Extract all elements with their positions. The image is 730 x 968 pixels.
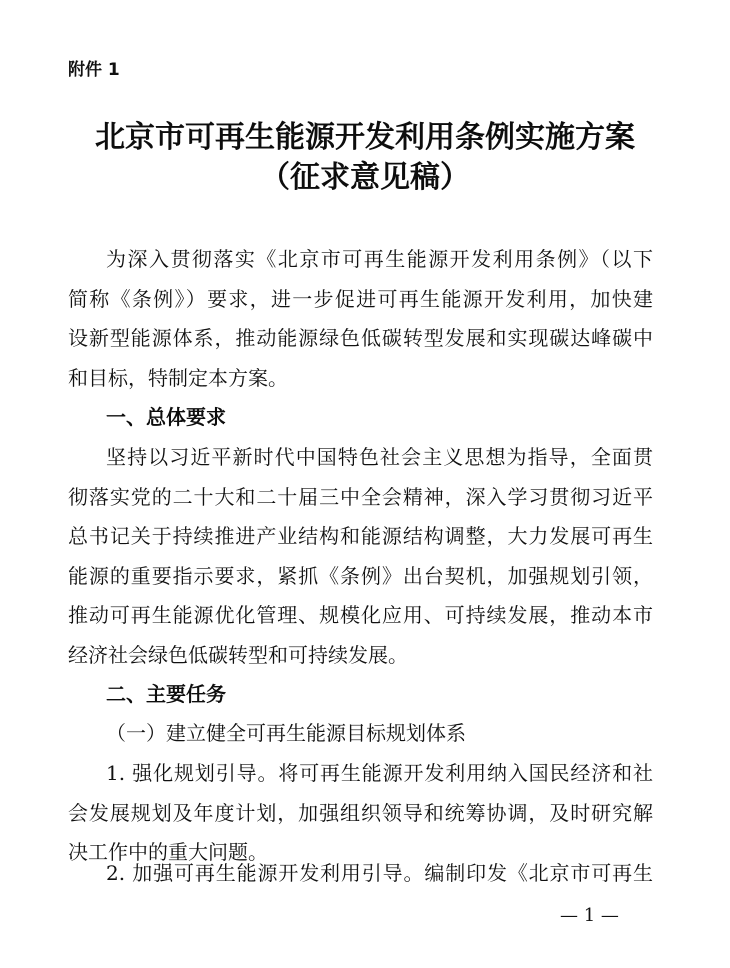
paragraph-line: 设新型能源体系，推动能源绿色低碳转型发展和实现碳达峰碳中	[68, 326, 653, 350]
paragraph-line: 经济社会绿色低碳转型和可持续发展。	[68, 643, 408, 667]
document-subtitle: （征求意见稿）	[260, 160, 470, 195]
paragraph-line: 总书记关于持续推进产业结构和能源结构调整，大力发展可再生	[68, 524, 653, 548]
document-title: 北京市可再生能源开发利用条例实施方案	[95, 120, 635, 155]
paragraph-line: 推动可再生能源优化管理、规模化应用、可持续发展，推动本市	[68, 603, 653, 627]
paragraph-line: 坚持以习近平新时代中国特色社会主义思想为指导，全面贯	[106, 445, 653, 469]
paragraph-line: 和目标，特制定本方案。	[68, 366, 288, 390]
paragraph-line: 2. 加强可再生能源开发利用引导。编制印发《北京市可再生	[106, 861, 653, 885]
paragraph-line: 简称《条例》）要求，进一步促进可再生能源开发利用，加快建	[68, 287, 653, 311]
paragraph-line: 1. 强化规划引导。将可再生能源开发利用纳入国民经济和社	[106, 761, 653, 785]
paragraph-line: 会发展规划及年度计划，加强组织领导和统筹协调，及时研究解	[68, 801, 653, 825]
subsection-heading: （一）建立健全可再生能源目标规划体系	[106, 721, 466, 745]
paragraph-line: 能源的重要指示要求，紧抓《条例》出台契机，加强规划引领，	[68, 564, 653, 588]
section-heading: 二、主要任务	[106, 682, 226, 706]
paragraph-line: 为深入贯彻落实《北京市可再生能源开发利用条例》（以下	[106, 247, 653, 271]
paragraph-line: 彻落实党的二十大和二十届三中全会精神，深入学习贯彻习近平	[68, 485, 653, 509]
paragraph-line: 决工作中的重大问题。	[68, 840, 268, 864]
attachment-label: 附件 1	[68, 60, 120, 80]
page-number: — 1 —	[560, 905, 619, 926]
section-heading: 一、总体要求	[106, 405, 226, 429]
